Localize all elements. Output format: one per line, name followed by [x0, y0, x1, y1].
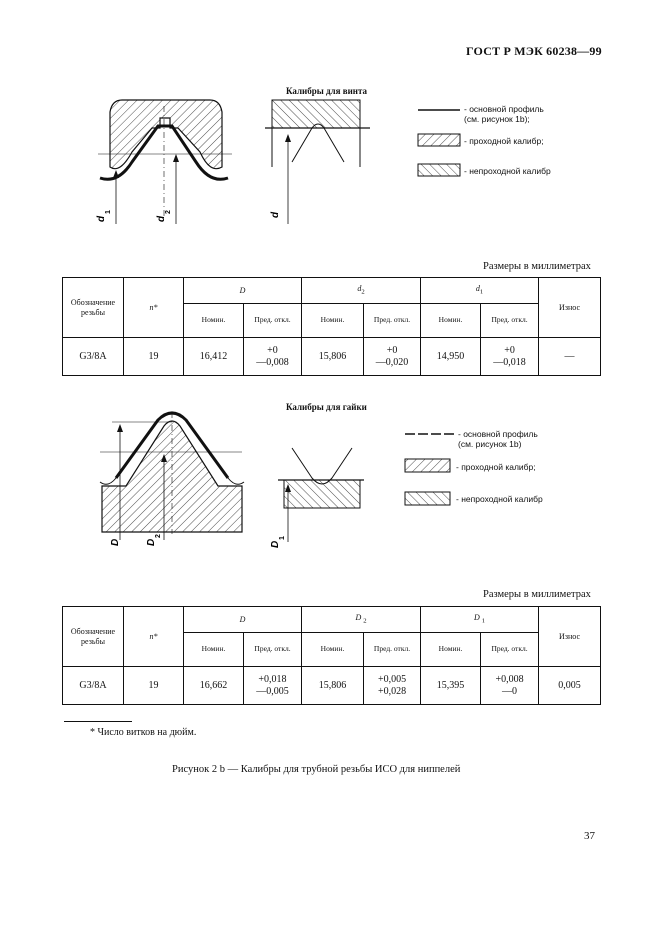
document-header: ГОСТ Р МЭК 60238—99 [466, 44, 602, 58]
nut-gauge-right-thread [292, 448, 352, 484]
screw-gauge-table: Обозначение резьбы n* D $d_2$ $d_1$ Износ Номин. Пред. откл. Номин. Пред. откл. Номин. Пред. откл. G3/8A 19 16,412 +0 —0,008 15,806 +0 —0,020 14,950 +0 —0,018 — [62, 277, 601, 376]
label-D: D [110, 538, 121, 546]
screw-legend-3: - непроходной калибр [464, 166, 551, 176]
col-g2: $d_2$ [302, 278, 421, 304]
legend-go-gauge-swatch [405, 459, 450, 472]
label-d2: d [156, 215, 167, 222]
col-designation: Обозначение резьбы [63, 278, 124, 338]
page-number: 37 [584, 830, 595, 842]
screw-gauge-right-block [272, 100, 360, 128]
col-designation: Обозначение резьбы [63, 607, 124, 667]
table-row: G3/8A 19 16,412 +0 —0,008 15,806 +0 —0,020 14,950 +0 —0,018 — [63, 338, 601, 376]
footnote-rule [64, 721, 132, 722]
legend-nogo-gauge-swatch [405, 492, 450, 505]
col-n: n* [124, 278, 184, 338]
figure-caption: Рисунок 2 b — Калибры для трубной резьбы ИСО для ниппелей [172, 764, 461, 775]
table-row: G3/8A 19 16,662 +0,018 —0,005 15,806 +0,005 +0,028 15,395 +0,008 —0 0,005 [63, 667, 601, 705]
label-D2: D [146, 538, 157, 546]
label-d1-sub: 1 [105, 210, 112, 214]
col-g3: D $_1$ [421, 607, 539, 633]
label-d: d [270, 211, 281, 218]
nut-legend-3: - непроходной калибр [456, 494, 543, 504]
nut-legend-2: - проходной калибр; [456, 462, 536, 472]
screw-units-note: Размеры в миллиметрах [483, 261, 591, 272]
label-D1: D [270, 540, 281, 548]
col-g3: $d_1$ [421, 278, 539, 304]
label-d1: d [96, 215, 107, 222]
label-D2-sub: 2 [155, 534, 162, 538]
legend-go-gauge-swatch [418, 134, 460, 146]
label-d2-sub: 2 [165, 210, 172, 214]
screw-legend-2: - проходной калибр; [464, 136, 544, 146]
nut-units-note: Размеры в миллиметрах [483, 589, 591, 600]
nut-gauge-table: Обозначение резьбы n* D D $_2$ D $_1$ Износ Номин. Пред. откл. Номин. Пред. откл. Номин. Пред. откл. G3/8A 19 16,662 +0,018 —0,005 15,806 +0,005 +0,028 15,395 +0,008 —0 0,005 [62, 606, 601, 705]
screw-figure-title: Калибры для винта [286, 86, 367, 96]
col-g2: D $_2$ [302, 607, 421, 633]
nut-legend-1: - основной профиль (см. рисунок 1b) [458, 429, 538, 449]
col-wear: Износ [539, 607, 601, 667]
col-g1: D [184, 278, 302, 304]
screw-gauge-right-thread [292, 124, 344, 162]
label-D1-sub: 1 [279, 536, 286, 540]
screw-legend-1: - основной профиль (см. рисунок 1b); [464, 104, 544, 124]
col-n: n* [124, 607, 184, 667]
col-g1: D [184, 607, 302, 633]
nut-gauge-left-block [102, 421, 242, 532]
legend-nogo-gauge-swatch [418, 164, 460, 176]
footnote: * Число витков на дюйм. [90, 727, 197, 738]
screw-gauge-left-block [110, 100, 222, 169]
nut-figure-title: Калибры для гайки [286, 402, 367, 412]
col-wear: Износ [539, 278, 601, 338]
